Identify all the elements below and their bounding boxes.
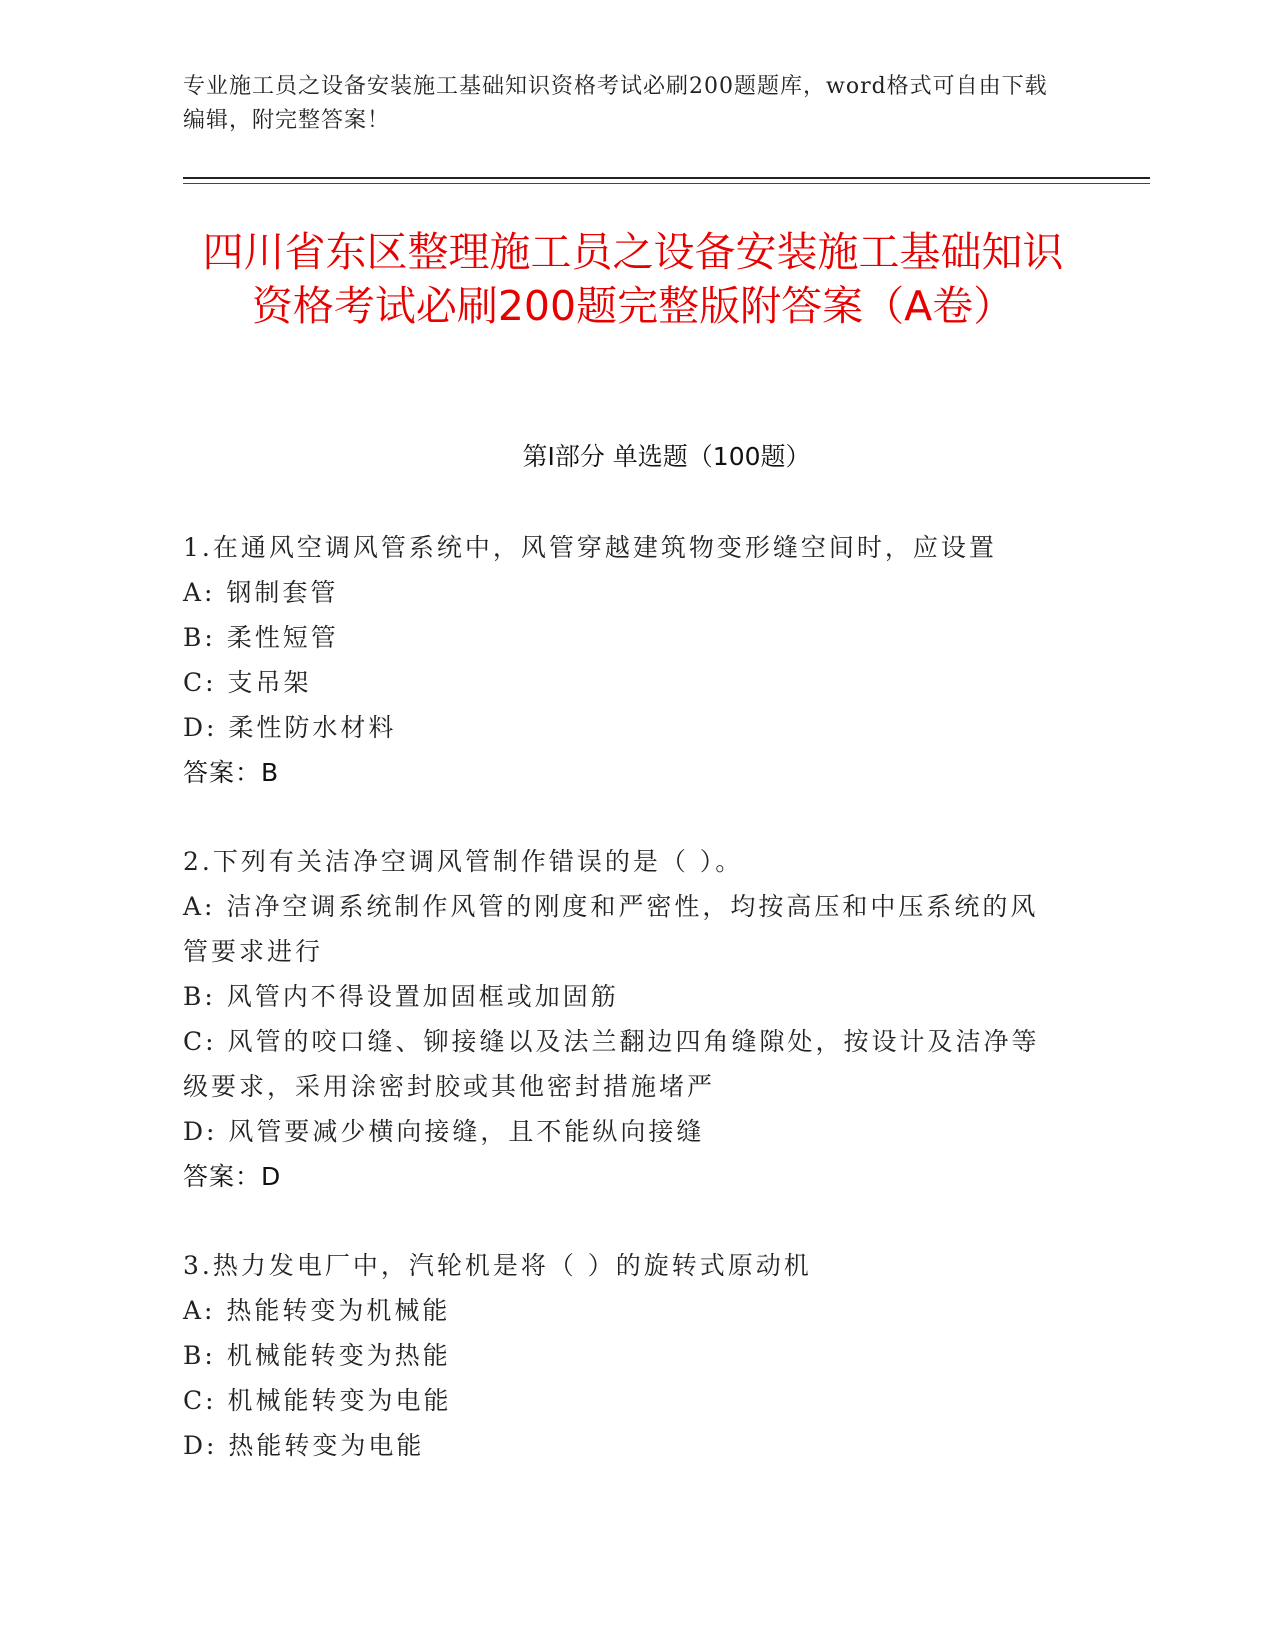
option-b: B: 柔性短管 <box>183 623 339 652</box>
option-d: D: 热能转变为电能 <box>183 1431 425 1460</box>
option-c: C: 机械能转变为电能 <box>183 1386 452 1415</box>
question-stem: 1.在通风空调风管系统中，风管穿越建筑物变形缝空间时，应设置 <box>183 533 997 562</box>
option-a: A: 钢制套管 <box>183 578 339 607</box>
option-c: C: 支吊架 <box>183 668 312 697</box>
option-d: D: 柔性防水材料 <box>183 713 397 742</box>
option-c: C: 风管的咬口缝、铆接缝以及法兰翻边四角缝隙处，按设计及洁净等级要求，采用涂密封胶或其他密封措施堵严 <box>183 1027 1040 1101</box>
question-1 <box>183 525 1083 795</box>
question-2 <box>183 839 1083 1199</box>
option-a: A: 洁净空调系统制作风管的刚度和严密性，均按高压和中压系统的风管要求进行 <box>183 892 1039 966</box>
option-b: B: 风管内不得设置加固框或加固筋 <box>183 982 619 1011</box>
question-stem: 3.热力发电厂中，汽轮机是将（ ）的旋转式原动机 <box>183 1251 812 1280</box>
header-rule-thick <box>183 177 1150 179</box>
option-a: A: 热能转变为机械能 <box>183 1296 451 1325</box>
section-heading: 第Ⅰ部分 单选题（100题） <box>522 442 811 471</box>
document-title: 四川省东区整理施工员之设备安装施工基础知识资格考试必刷200题完整版附答案（A卷） <box>202 228 1064 330</box>
question-stem: 2.下列有关洁净空调风管制作错误的是（ ）。 <box>183 847 744 876</box>
header-rule-thin <box>183 183 1150 184</box>
option-d: D: 风管要减少横向接缝，且不能纵向接缝 <box>183 1117 705 1146</box>
option-b: B: 机械能转变为热能 <box>183 1341 451 1370</box>
answer-line: 答案：D <box>183 1162 282 1191</box>
question-3 <box>183 1243 1083 1468</box>
header-note: 专业施工员之设备安装施工基础知识资格考试必刷200题题库，word格式可自由下载编辑，附完整答案！ <box>183 74 1048 133</box>
question-list <box>183 525 1083 1512</box>
answer-line: 答案：B <box>183 758 280 787</box>
